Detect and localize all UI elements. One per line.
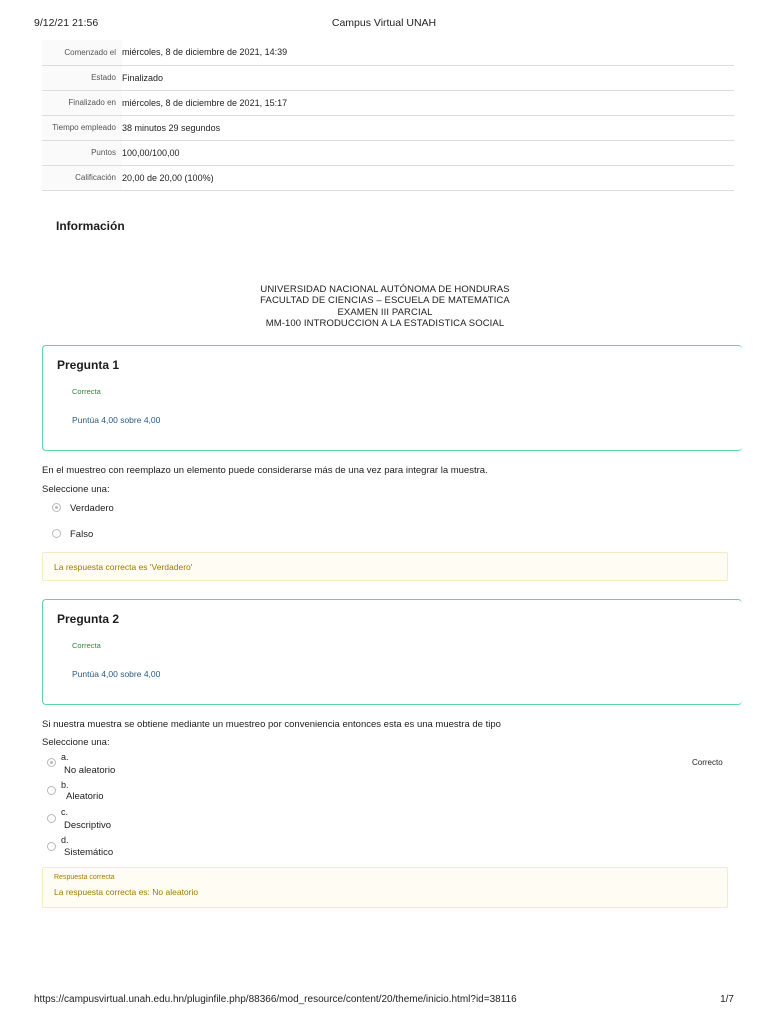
option-letter: c.: [61, 807, 69, 817]
summary-label: Finalizado en: [42, 90, 122, 115]
print-datetime: 9/12/21 21:56: [34, 17, 99, 29]
option-label: Descriptivo: [64, 820, 111, 831]
info-heading: Información: [56, 219, 125, 233]
question-2-feedback: [42, 867, 728, 908]
answer-result-mark: Correcto: [692, 758, 723, 767]
print-url: https://campusvirtual.unah.edu.hn/pluginfile.php/88366/mod_resource/content/20/theme/inicio.html?id=38116: [34, 994, 517, 1005]
question-1-feedback: [42, 552, 728, 581]
summary-label: Puntos: [42, 140, 122, 165]
print-header: [34, 17, 734, 31]
page-number: 1/7: [720, 994, 734, 1005]
radio-falso[interactable]: [52, 529, 61, 538]
attempt-summary-table: [42, 40, 734, 191]
print-title: Campus Virtual UNAH: [331, 17, 437, 29]
question-grade: Puntúa 4,00 sobre 4,00: [72, 415, 161, 425]
option-label: Falso: [70, 529, 94, 540]
question-2-prompt: Seleccione una:: [42, 737, 110, 748]
feedback-text: La respuesta correcta es: No aleatorio: [54, 887, 199, 897]
question-state: Correcta: [72, 387, 101, 396]
radio-descriptivo[interactable]: [47, 814, 56, 823]
summary-value: miércoles, 8 de diciembre de 2021, 14:39: [122, 40, 734, 65]
exam-header-line: UNIVERSIDAD NACIONAL AUTÓNOMA DE HONDURAS: [260, 284, 510, 295]
option-letter: b.: [61, 780, 69, 790]
question-grade: Puntúa 4,00 sobre 4,00: [72, 669, 161, 679]
summary-value: Finalizado: [122, 65, 734, 90]
feedback-text: La respuesta correcta es 'Verdadero': [54, 562, 193, 572]
question-title: Pregunta 2: [57, 612, 120, 626]
summary-value: 100,00/100,00: [122, 140, 734, 165]
exam-header: [150, 284, 620, 329]
exam-header-line: FACULTAD DE CIENCIAS – ESCUELA DE MATEMATICA: [260, 295, 510, 307]
print-footer: [34, 994, 734, 1008]
question-title: Pregunta 1: [57, 358, 120, 372]
feedback-heading: Respuesta correcta: [54, 874, 115, 881]
summary-row: [42, 115, 734, 140]
question-2-text: Si nuestra muestra se obtiene mediante un muestreo por conveniencia entonces esta es una muestra de tipo: [42, 719, 501, 730]
summary-row: [42, 165, 734, 190]
summary-value: 38 minutos 29 segundos: [122, 115, 734, 140]
summary-label: Calificación: [42, 165, 122, 190]
question-2-info-box: [42, 599, 742, 705]
radio-aleatorio[interactable]: [47, 786, 56, 795]
exam-header-line: EXAMEN III PARCIAL: [337, 306, 433, 318]
summary-row: [42, 40, 734, 65]
question-1-text: En el muestreo con reemplazo un elemento puede considerarse más de una vez para integrar la muestra.: [42, 465, 488, 476]
question-1-info-box: [42, 345, 742, 451]
question-1-prompt: Seleccione una:: [42, 484, 110, 495]
radio-no-aleatorio[interactable]: [47, 758, 56, 767]
radio-verdadero[interactable]: [52, 503, 61, 512]
summary-label: Estado: [42, 65, 122, 90]
summary-row: [42, 140, 734, 165]
option-label: Sistemático: [64, 847, 114, 858]
summary-value: miércoles, 8 de diciembre de 2021, 15:17: [122, 90, 734, 115]
summary-value: 20,00 de 20,00 (100%): [122, 165, 734, 190]
option-letter: d.: [61, 835, 69, 845]
summary-label: Tiempo empleado: [42, 115, 122, 140]
option-label: Verdadero: [70, 503, 114, 514]
question-state: Correcta: [72, 641, 101, 650]
option-letter: a.: [61, 752, 69, 762]
summary-row: [42, 90, 734, 115]
radio-sistematico[interactable]: [47, 842, 56, 851]
summary-label: Comenzado el: [42, 40, 122, 65]
summary-row: [42, 65, 734, 90]
option-label: No aleatorio: [64, 765, 116, 776]
exam-header-line: MM-100 INTRODUCCION A LA ESTADISTICA SOCIAL: [265, 317, 505, 329]
option-label: Aleatorio: [66, 791, 104, 802]
